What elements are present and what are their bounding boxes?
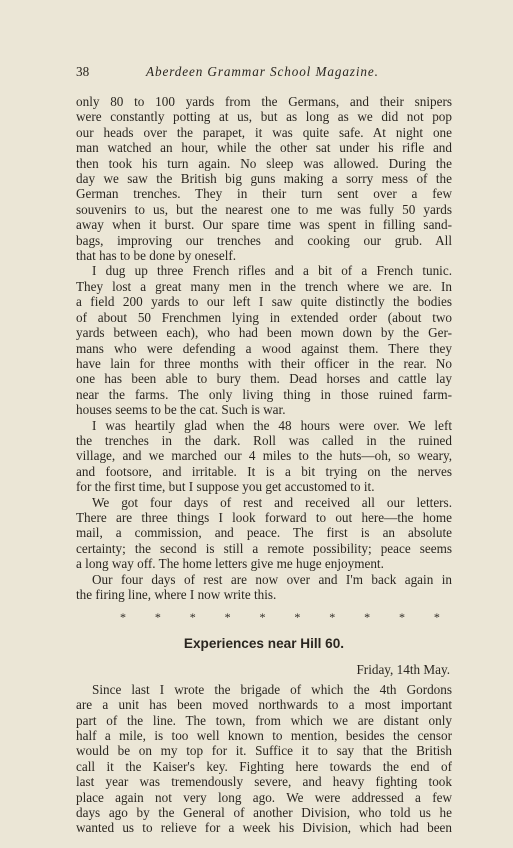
text-line: the trenches in the dark. Roll was called in the ruined bbox=[76, 432, 452, 448]
text-line: away when it burst. Our spare time was spent in filling sand- bbox=[76, 217, 452, 233]
text-line: certainty; the second is still a remote possibility; peace seems bbox=[76, 540, 452, 556]
text-line: our heads over the parapet, it was quite safe. At night one bbox=[76, 124, 452, 140]
text-line: only 80 to 100 yards from the Germans, and their snipers bbox=[76, 94, 452, 109]
text-line: would be on my top for it. Suffice it to say that the British bbox=[76, 743, 452, 759]
text-line: They lost a great many men in the trench where we are. In bbox=[76, 278, 452, 294]
section-heading: Experiences near Hill 60. bbox=[183, 636, 345, 652]
separator-star: * bbox=[224, 610, 231, 625]
text-line: German trenches. They in their turn sent over a few bbox=[76, 186, 452, 202]
text-line: have lain for three months with their officer in the rear. No bbox=[76, 355, 452, 371]
text-line: of about 50 Frenchmen lying in extended order (about two bbox=[76, 309, 452, 325]
text-line: I dug up three French rifles and a bit of a French tunic. bbox=[92, 263, 452, 279]
text-line: mans who were defending a wood against them. There they bbox=[76, 340, 452, 356]
text-line: houses seems to be the cat. Such is war. bbox=[76, 402, 286, 418]
page-body bbox=[76, 94, 452, 836]
separator-star: * bbox=[329, 610, 336, 625]
separator-star: * bbox=[189, 610, 196, 625]
separator-star: * bbox=[120, 610, 126, 625]
text-line: near the farms. The only living thing in those ruined farm- bbox=[76, 386, 452, 402]
text-line: wanted us to relieve for a week his Division, which had been bbox=[76, 820, 452, 836]
text-line: Since last I wrote the brigade of which the 4th Gordons bbox=[92, 681, 452, 697]
separator-star: * bbox=[294, 610, 301, 625]
text-line: last year was tremendously severe, and heavy fighting took bbox=[76, 774, 452, 790]
text-line: that has to be done by oneself. bbox=[76, 248, 237, 264]
text-line: were constantly potting at us, but as long as we did not pop bbox=[76, 109, 452, 125]
text-line: and footsore, and irritable. It is a bit trying on the nerves bbox=[76, 463, 452, 479]
separator-star: * bbox=[154, 610, 161, 625]
separator-star: * bbox=[399, 610, 405, 625]
text-line: the firing line, where I now write this. bbox=[76, 587, 277, 602]
separator-star: * bbox=[259, 610, 266, 625]
text-line: a field 200 yards to our left I saw quite distinctly the bodies bbox=[76, 294, 452, 310]
section-separator bbox=[120, 610, 440, 624]
text-line: We got four days of rest and received all our letters. bbox=[92, 494, 452, 510]
text-line: mail, a commission, and peace. The first is an absolute bbox=[76, 525, 452, 541]
text-line: for the first time, but I suppose you get accustomed to it. bbox=[76, 479, 375, 495]
letter-continuation bbox=[76, 94, 452, 602]
text-line: Our four days of rest are now over and I'm back again in bbox=[92, 571, 452, 587]
text-line: days ago by the General of another Division, who told us he bbox=[76, 805, 452, 821]
text-line: There are three things I look forward to out here—the home bbox=[76, 509, 452, 525]
text-line: place again not very long ago. We were addressed a few bbox=[76, 789, 452, 805]
text-line: a long way off. The home letters give me huge enjoyment. bbox=[76, 556, 384, 572]
text-line: village, and we marched our 4 miles to the huts—oh, so weary, bbox=[76, 448, 452, 464]
text-line: souvenirs to us, but the nearest one to me was fully 50 yards bbox=[76, 201, 452, 217]
page-number: 38 bbox=[76, 64, 90, 79]
running-title: Aberdeen Grammar School Magazine. bbox=[146, 64, 379, 79]
text-line: I was heartily glad when the 48 hours were over. We left bbox=[92, 417, 452, 433]
section-dateline: Friday, 14th May. bbox=[356, 662, 450, 678]
text-line: part of the line. The town, from which we are distant only bbox=[76, 712, 452, 728]
text-line: bags, improving our trenches and cooking our grub. All bbox=[76, 232, 452, 248]
text-line: man watched an hour, while the other sat under his rifle and bbox=[76, 140, 452, 156]
text-line: call it the Kaiser's key. Fighting here towards the end of bbox=[76, 758, 452, 774]
text-line: day we saw the British big guns making a sorry mess of the bbox=[76, 171, 452, 187]
new-letter bbox=[76, 682, 452, 836]
text-line: yards between each), who had been mown down by the Ger- bbox=[76, 325, 452, 341]
text-line: one has been able to bury them. Dead horses and cattle lay bbox=[76, 371, 452, 387]
separator-star: * bbox=[433, 610, 440, 625]
text-line: half a mile, is too well known to mention, besides the censor bbox=[76, 728, 452, 744]
text-line: are a unit has been moved northwards to a most important bbox=[76, 697, 452, 713]
text-line: then took his turn again. No sleep was allowed. During the bbox=[76, 155, 452, 171]
separator-star: * bbox=[364, 610, 371, 625]
